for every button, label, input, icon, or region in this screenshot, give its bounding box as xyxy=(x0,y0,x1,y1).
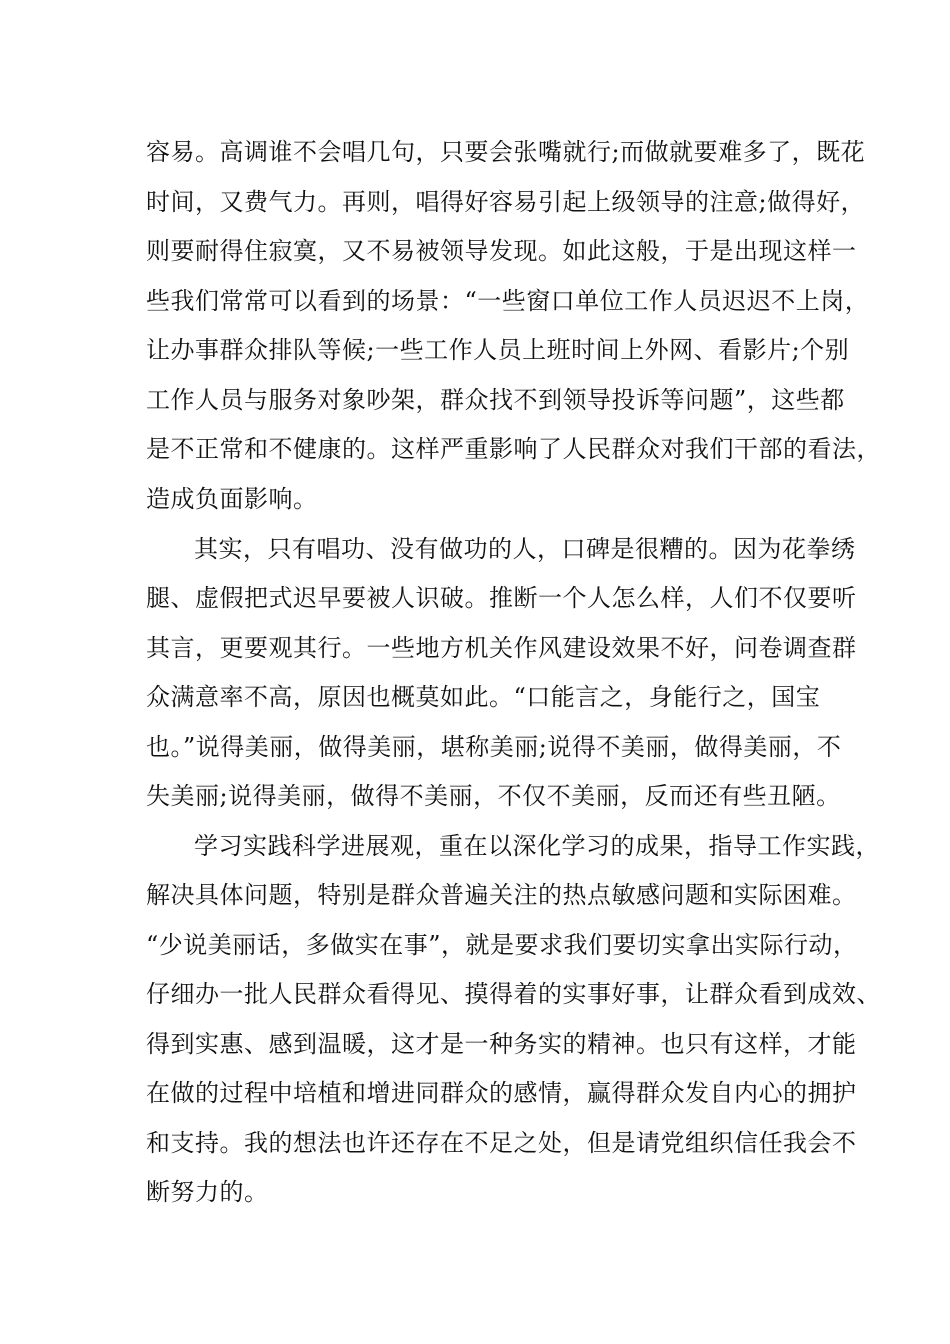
text-line: 断努力的。 xyxy=(146,1178,269,1206)
text-line: 些我们常常可以看到的场景：“一些窗口单位工作人员迟迟不上岗， xyxy=(146,287,870,315)
text-line: 其言，更要观其行。一些地方机关作风建设效果不好，问卷调查群 xyxy=(146,634,857,662)
text-line: 腿、虚假把式迟早要被人识破。推断一个人怎么样，人们不仅要听 xyxy=(146,584,857,612)
text-line: 众满意率不高，原因也概莫如此。“口能言之，身能行之，国宝 xyxy=(146,683,821,711)
text-line: 则要耐得住寂寞，又不易被领导发现。如此这般，于是出现这样一 xyxy=(146,237,857,265)
text-line: 让办事群众排队等候;一些工作人员上班时间上外网、看影片;个别 xyxy=(146,336,850,364)
paragraph-first-line: 其实，只有唱功、没有做功的人，口碑是很糟的。因为花拳绣 xyxy=(194,535,856,563)
text-line: 也。”说得美丽，做得美丽，堪称美丽;说得不美丽，做得美丽，不 xyxy=(146,733,842,761)
paragraph-first-line: 学习实践科学进展观，重在以深化学习的成果，指导工作实践， xyxy=(194,832,880,860)
text-line: 在做的过程中培植和增进同群众的感情，赢得群众发自内心的拥护 xyxy=(146,1079,857,1107)
text-line: 容易。高调谁不会唱几句，只要会张嘴就行;而做就要难多了，既花 xyxy=(146,138,866,166)
text-line: “少说美丽话，多做实在事”，就是要求我们要切实拿出实际行动， xyxy=(146,931,858,959)
text-line: 失美丽;说得美丽，做得不美丽，不仅不美丽，反而还有些丑陋。 xyxy=(146,782,841,810)
text-line: 得到实惠、感到温暖，这才是一种务实的精神。也只有这样，才能 xyxy=(146,1030,857,1058)
text-line: 解决具体问题，特别是群众普遍关注的热点敏感问题和实际困难。 xyxy=(146,881,857,909)
text-line: 工作人员与服务对象吵架，群众找不到领导投诉等问题”，这些都 xyxy=(146,386,845,414)
text-line: 是不正常和不健康的。这样严重影响了人民群众对我们干部的看法， xyxy=(146,435,881,463)
text-line: 仔细办一批人民群众看得见、摸得着的实事好事，让群众看到成效、 xyxy=(146,980,881,1008)
text-line: 时间，又费气力。再则，唱得好容易引起上级领导的注意;做得好， xyxy=(146,188,866,216)
text-line: 造成负面影响。 xyxy=(146,485,318,513)
text-line: 和支持。我的想法也许还存在不足之处，但是请党组织信任我会不 xyxy=(146,1129,857,1157)
